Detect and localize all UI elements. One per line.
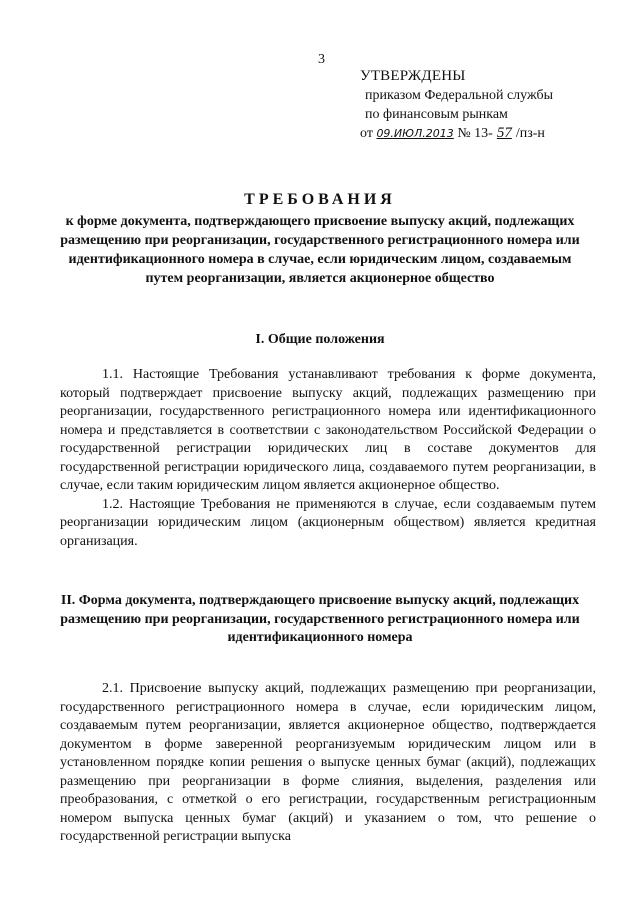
title-subtitle: к форме документа, подтверждающего присвоение выпуску акций, подлежащих размещению при реорганизации, государственного регистрационного номера или идентификационного номера в случае, если юридическим лицом, создаваемым путем реорганизации, является акционерное общество [60, 214, 580, 286]
order-date: 09.ИЮЛ.2013 [376, 127, 454, 140]
approval-line-1: приказом Федеральной службы [365, 88, 553, 103]
number-suffix: /пз-н [515, 126, 545, 141]
order-number: 57 [496, 125, 512, 141]
approval-title: УТВЕРЖДЕНЫ [360, 68, 466, 84]
approval-block [360, 67, 553, 143]
paragraph-2-1: 2.1. Присвоение выпуску акций, подлежащих размещению при реорганизации, государственного регистрационного номера в случае, если юридическим лицом, создаваемым путем реорганизации, является акционерное общество, подтверждается документом в форме заверенной реорганизуемым юридическим лицом или в установленном порядке копии решения о выпуске ценных бумаг (акций), подлежащих размещению при реорганизации в форме слияния, выделения, разделения или преобразования, с отметкой о его регистрации, государственным регистрационным номером выпуска ценных бумаг (акций) и указанием о том, что решение о государственной регистрации выпуска [60, 681, 596, 844]
approval-line-2: по финансовым рынкам [365, 107, 508, 122]
section-2-heading: II. Форма документа, подтверждающего присвоение выпуску акций, подлежащих размещению при реорганизации, государственного регистрационного номера или идентификационного номера [60, 593, 580, 645]
title-main: ТРЕБОВАНИЯ [244, 191, 396, 208]
page-number: 3 [318, 52, 325, 67]
approval-date-line [360, 124, 553, 143]
section-2-body [60, 680, 596, 847]
section-1-body [60, 366, 596, 551]
date-prefix: от [360, 126, 373, 141]
number-prefix: № 13- [457, 126, 493, 141]
paragraph-1-2: 1.2. Настоящие Требования не применяются в случае, если создаваемым путем реорганизации юридическим лицом (акционерным обществом) является кредитная организация. [60, 496, 596, 549]
section-1-heading: I. Общие положения [255, 332, 385, 347]
paragraph-1-1: 1.1. Настоящие Требования устанавливают требования к форме документа, который подтверждает присвоение выпуску акций, подлежащих размещению при реорганизации, государственного регистрационного номера или идентификационного номера и представляется в соответствии с законодательством Российской Федерации о государственной регистрации юридических лиц в составе документов для государственной регистрации юридического лица, создаваемого путем реорганизации, в случае, если таким юридическим лицом является акционерное общество. [60, 367, 596, 493]
document-title [60, 190, 580, 288]
